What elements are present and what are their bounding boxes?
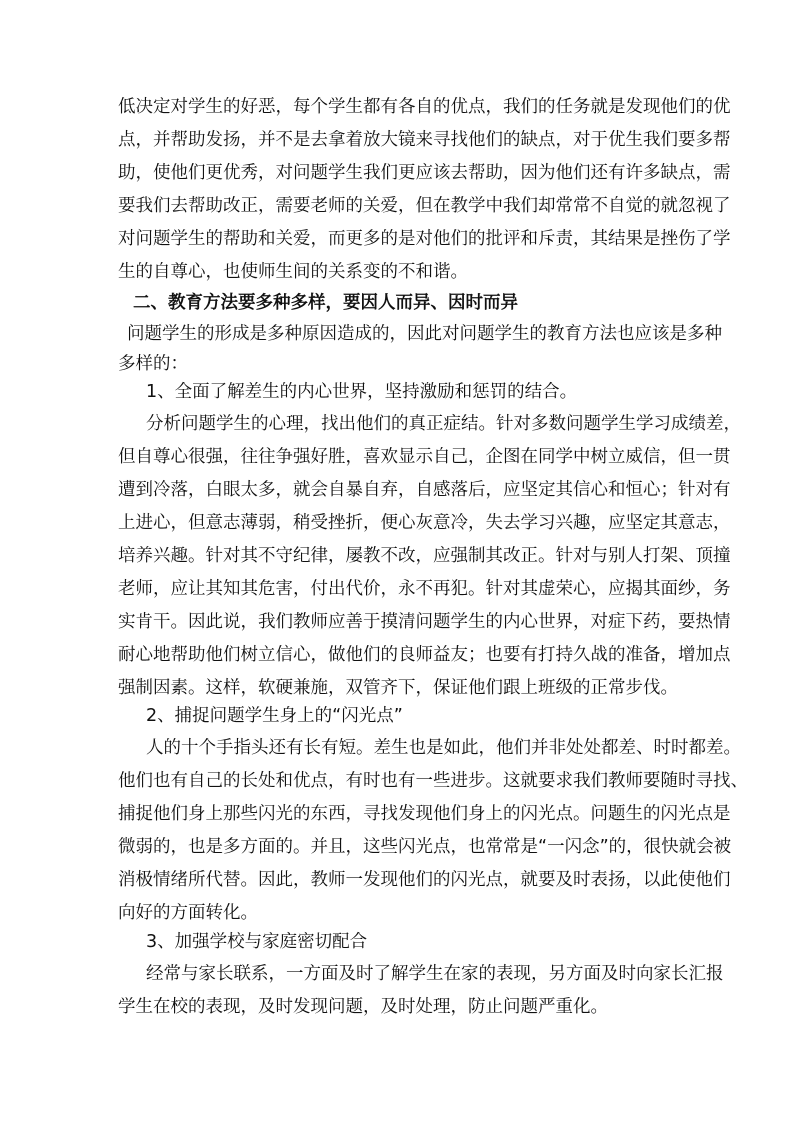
paragraph-line: 强制因素。这样，软硬兼施，双管齐下，保证他们跟上班级的正常步伐。 (118, 678, 678, 698)
paragraph-line: 低决定对学生的好恶，每个学生都有各自的优点，我们的任务就是发现他们的优 (118, 97, 731, 117)
paragraph-line: 培养兴趣。针对其不守纪律，屡教不改，应强制其改正。针对与别人打架、顶撞 (118, 546, 731, 566)
paragraph-line: 学生在校的表现，及时发现问题，及时处理，防止问题严重化。 (118, 997, 608, 1017)
paragraph-line: 问题学生的形成是多种原因造成的，因此对问题学生的教育方法也应该是多种 (127, 324, 722, 344)
subsection-title: 2、捕捉问题学生身上的“闪光点” (146, 706, 403, 726)
paragraph-line: 要我们去帮助改正，需要老师的关爱，但在教学中我们却常常不自觉的就忽视了 (118, 196, 731, 216)
paragraph-line: 老师，应让其知其危害，付出代价，永不再犯。针对其虚荣心，应揭其面纱，务 (118, 579, 731, 599)
paragraph-line: 人的十个手指头还有长有短。差生也是如此，他们并非处处都差、时时都差。 (146, 738, 741, 758)
paragraph-line: 他们也有自己的长处和优点，有时也有一些进步。这就要求我们教师要随时寻找、 (118, 771, 748, 791)
paragraph-line: 实肯干。因此说，我们教师应善于摸清问题学生的内心世界，对症下药，要热情 (118, 612, 731, 632)
paragraph-line: 点，并帮助发扬，并不是去拿着放大镜来寻找他们的缺点，对于优生我们要多帮 (118, 130, 731, 150)
paragraph-line: 上进心，但意志薄弱，稍受挫折，便心灰意冷，失去学习兴趣，应坚定其意志， (118, 513, 731, 533)
paragraph-line: 分析问题学生的心理，找出他们的真正症结。针对多数问题学生学习成绩差， (146, 414, 741, 434)
section-heading: 二、教育方法要多种多样，要因人而异、因时而异 (133, 293, 518, 313)
paragraph-line: 消极情绪所代替。因此，教师一发现他们的闪光点，就要及时表扬，以此使他们 (118, 870, 731, 890)
paragraph-line: 经常与家长联系，一方面及时了解学生在家的表现，另方面及时向家长汇报 (146, 964, 724, 984)
paragraph-line: 耐心地帮助他们树立信心，做他们的良师益友；也要有打持久战的准备，增加点 (118, 645, 731, 665)
paragraph-line: 微弱的，也是多方面的。并且，这些闪光点，也常常是“一闪念”的，很快就会被 (118, 837, 732, 857)
paragraph-line: 遭到冷落，白眼太多，就会自暴自弃，自感落后，应坚定其信心和恒心；针对有 (118, 480, 731, 500)
paragraph-line: 对问题学生的帮助和关爱，而更多的是对他们的批评和斥责，其结果是挫伤了学 (118, 229, 731, 249)
paragraph-line: 多样的： (118, 354, 188, 374)
paragraph-line: 生的自尊心，也使师生间的关系变的不和谐。 (118, 262, 468, 282)
paragraph-line: 向好的方面转化。 (118, 903, 258, 923)
subsection-title: 1、全面了解差生的内心世界，坚持激励和惩罚的结合。 (146, 382, 578, 402)
paragraph-line: 但自尊心很强，往往争强好胜，喜欢显示自己，企图在同学中树立威信，但一贯 (118, 447, 731, 467)
subsection-title: 3、加强学校与家庭密切配合 (146, 932, 368, 952)
paragraph-line: 捕捉他们身上那些闪光的东西，寻找发现他们身上的闪光点。问题生的闪光点是 (118, 804, 731, 824)
paragraph-line: 助，使他们更优秀，对问题学生我们更应该去帮助，因为他们还有许多缺点，需 (118, 163, 731, 183)
